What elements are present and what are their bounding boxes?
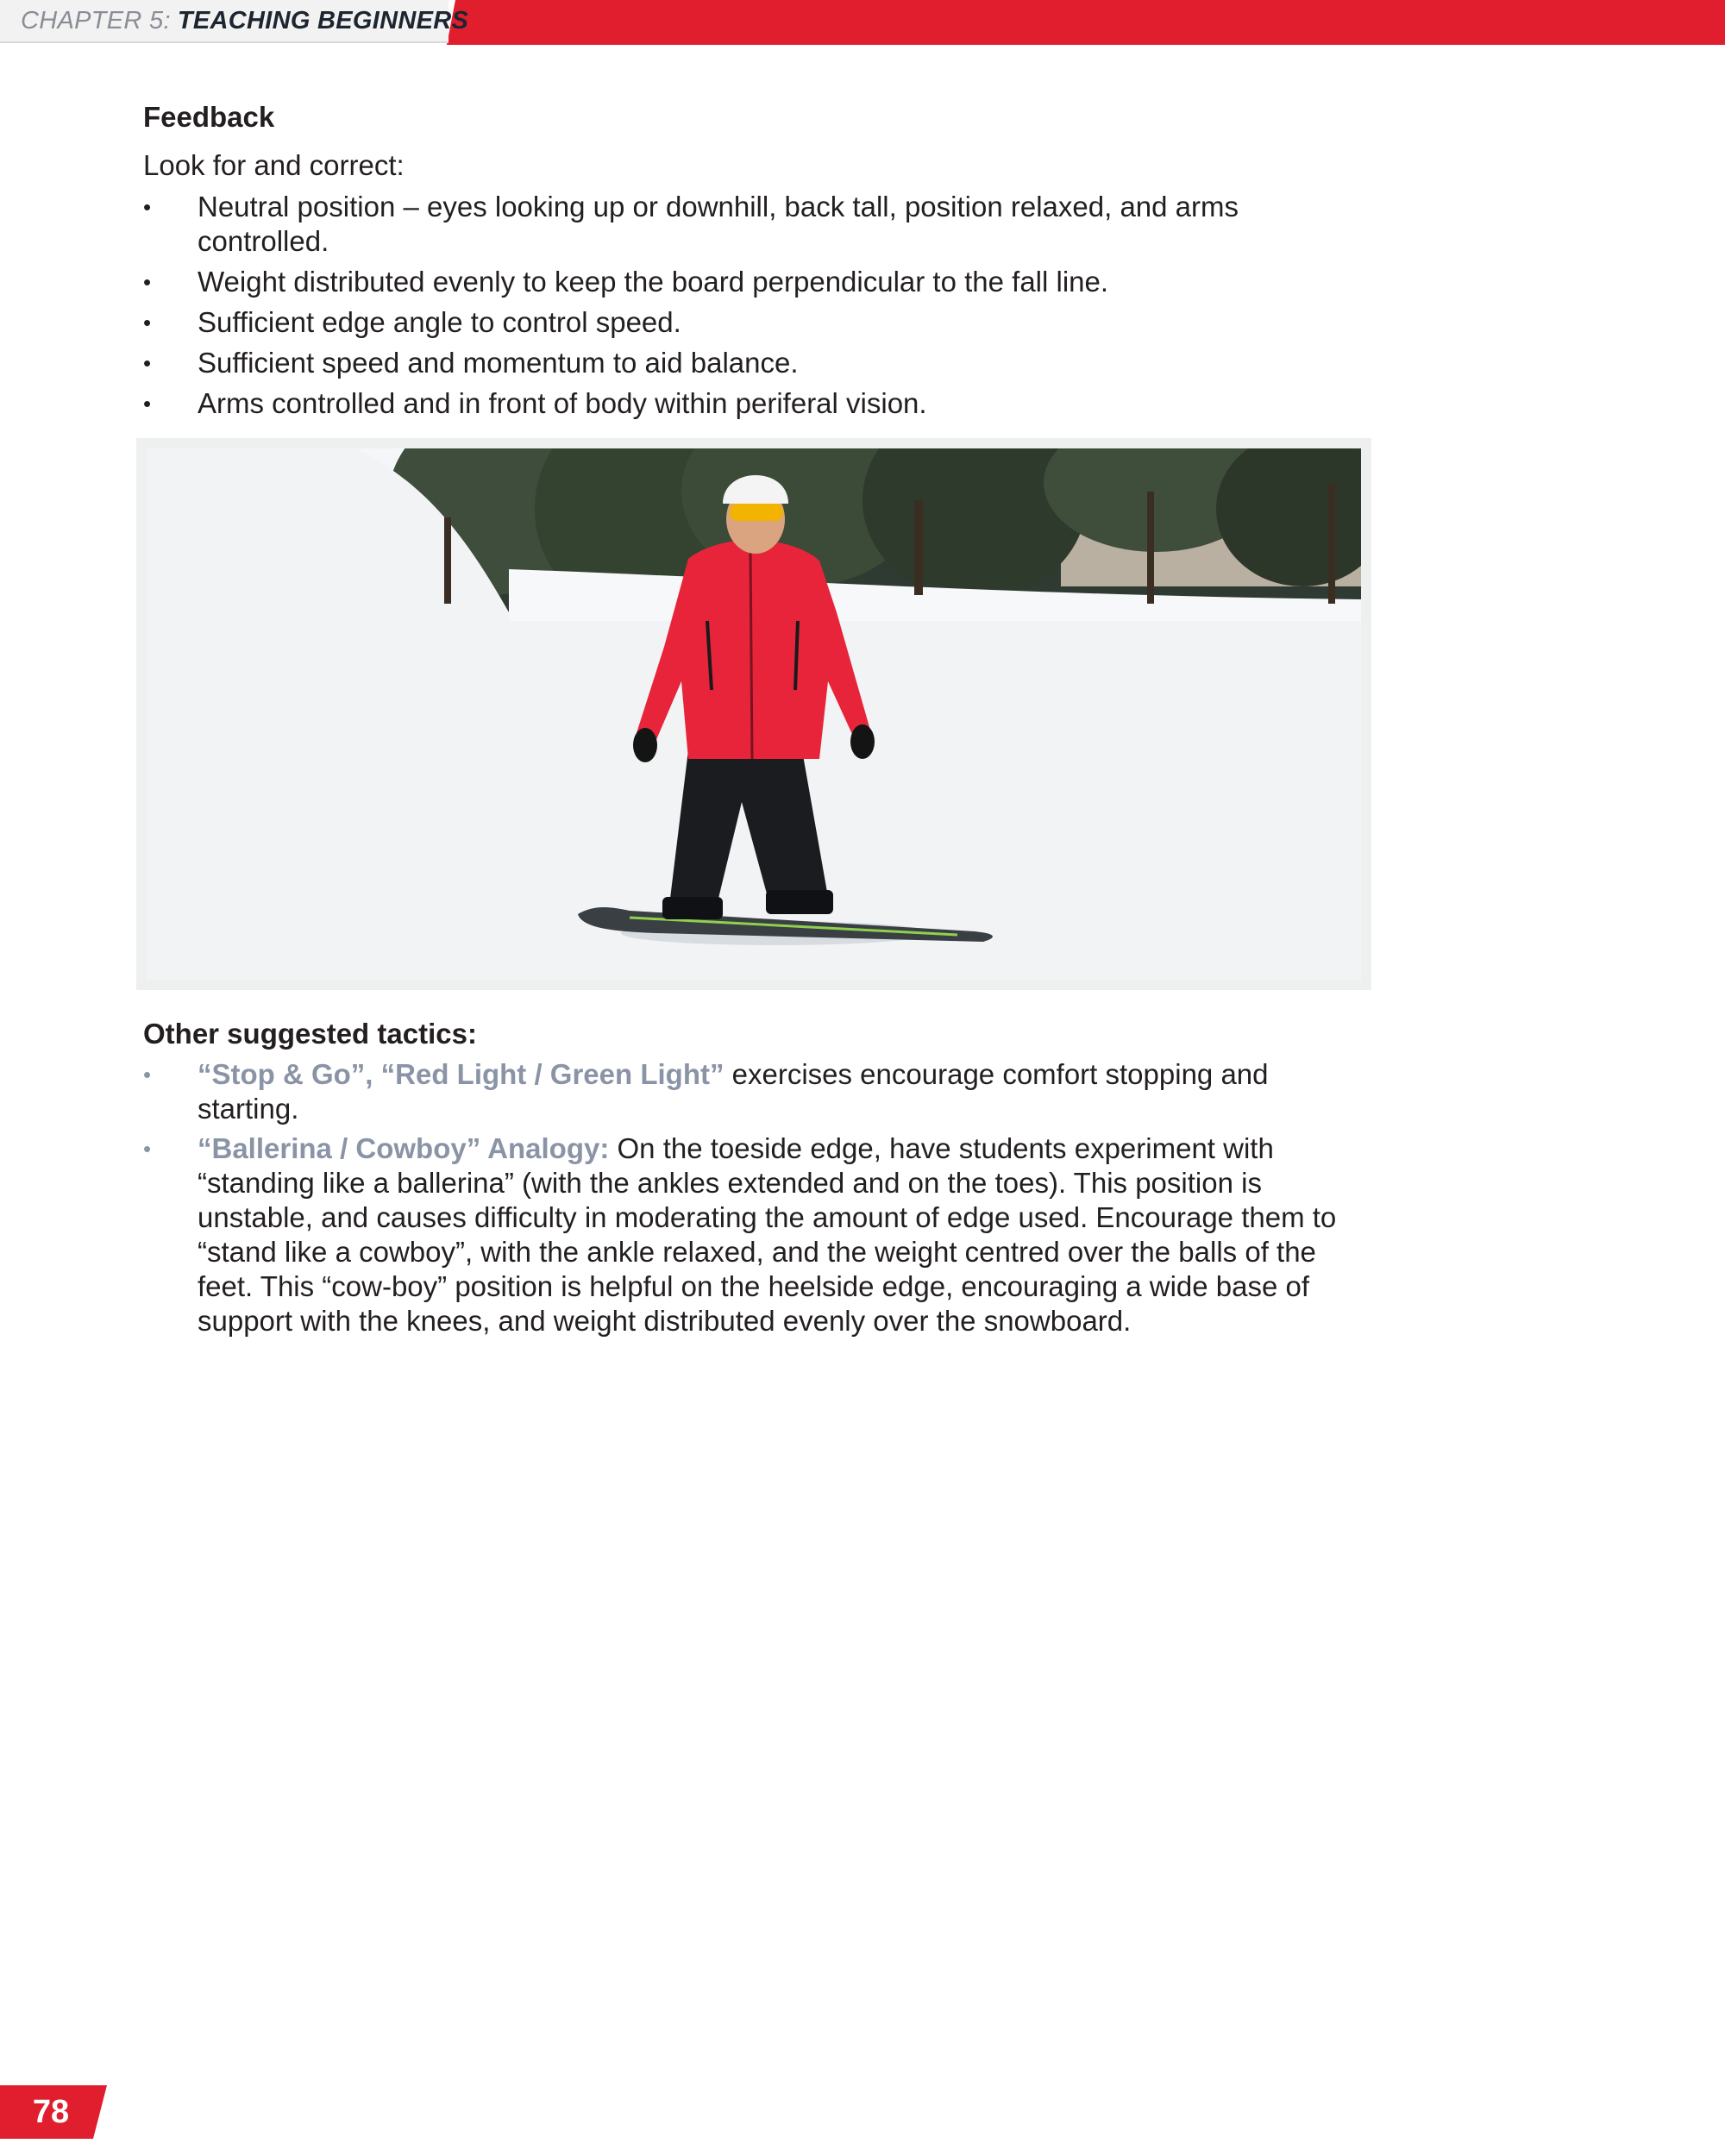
- list-item: • Neutral position – eyes looking up or downhill, back tall, position relaxed, and arms controlled.: [143, 191, 1239, 257]
- tactic-text: exercises encourage comfort stopping and starting.: [198, 1058, 1269, 1125]
- bullet-icon: •: [143, 310, 152, 335]
- tactic-highlight: “Stop & Go”, “Red Light / Green Light”: [198, 1058, 724, 1090]
- chapter-title: TEACHING BEGINNERS: [177, 6, 469, 34]
- feedback-intro: Look for and correct:: [143, 149, 405, 181]
- tactics-list: [143, 1057, 1377, 1338]
- feedback-heading: Feedback: [143, 101, 275, 133]
- bullet-icon: •: [143, 269, 152, 295]
- list-item: • Arms controlled and in front of body within periferal vision.: [143, 387, 927, 419]
- snowboarder-photo: [136, 438, 1371, 990]
- bullet-icon: •: [143, 350, 152, 376]
- tactics-section: [143, 1012, 1377, 1344]
- bullet-icon: •: [143, 1136, 152, 1162]
- tactic-text: On the toeside edge, have students experiment with “standing like a ballerina” (with the ankles extended and on the toes). This position is unstable, and causes difficulty in moderating the amount of edge used. Encourage them to “stand like a cowboy”, with the ankle relaxed, and the weight centred over the balls of the feet. This “cow-boy” position is helpful on the heelside edge, encouraging a wide base of support with the knees, and weight distributed evenly over the snowboard.: [198, 1132, 1337, 1337]
- tactic-highlight: “Ballerina / Cowboy” Analogy:: [198, 1132, 610, 1164]
- list-item: • Weight distributed evenly to keep the board perpendicular to the fall line.: [143, 266, 1109, 298]
- tactics-heading: Other suggested tactics:: [143, 1018, 477, 1050]
- bullet-icon: •: [143, 1062, 152, 1087]
- bullet-icon: •: [143, 391, 152, 417]
- snowboarder-illustration: [147, 448, 1361, 980]
- feedback-list: [143, 190, 1377, 421]
- page-number: 78: [32, 2093, 70, 2130]
- chapter-label: CHAPTER 5:: [21, 6, 171, 34]
- list-item: [143, 1131, 1377, 1338]
- bullet-icon: •: [143, 194, 152, 220]
- list-item: • Sufficient speed and momentum to aid balance.: [143, 347, 799, 379]
- feedback-section: [143, 97, 1377, 427]
- list-item: • Sufficient edge angle to control speed.: [143, 306, 681, 338]
- list-item: [143, 1057, 1377, 1126]
- running-header: [0, 0, 469, 43]
